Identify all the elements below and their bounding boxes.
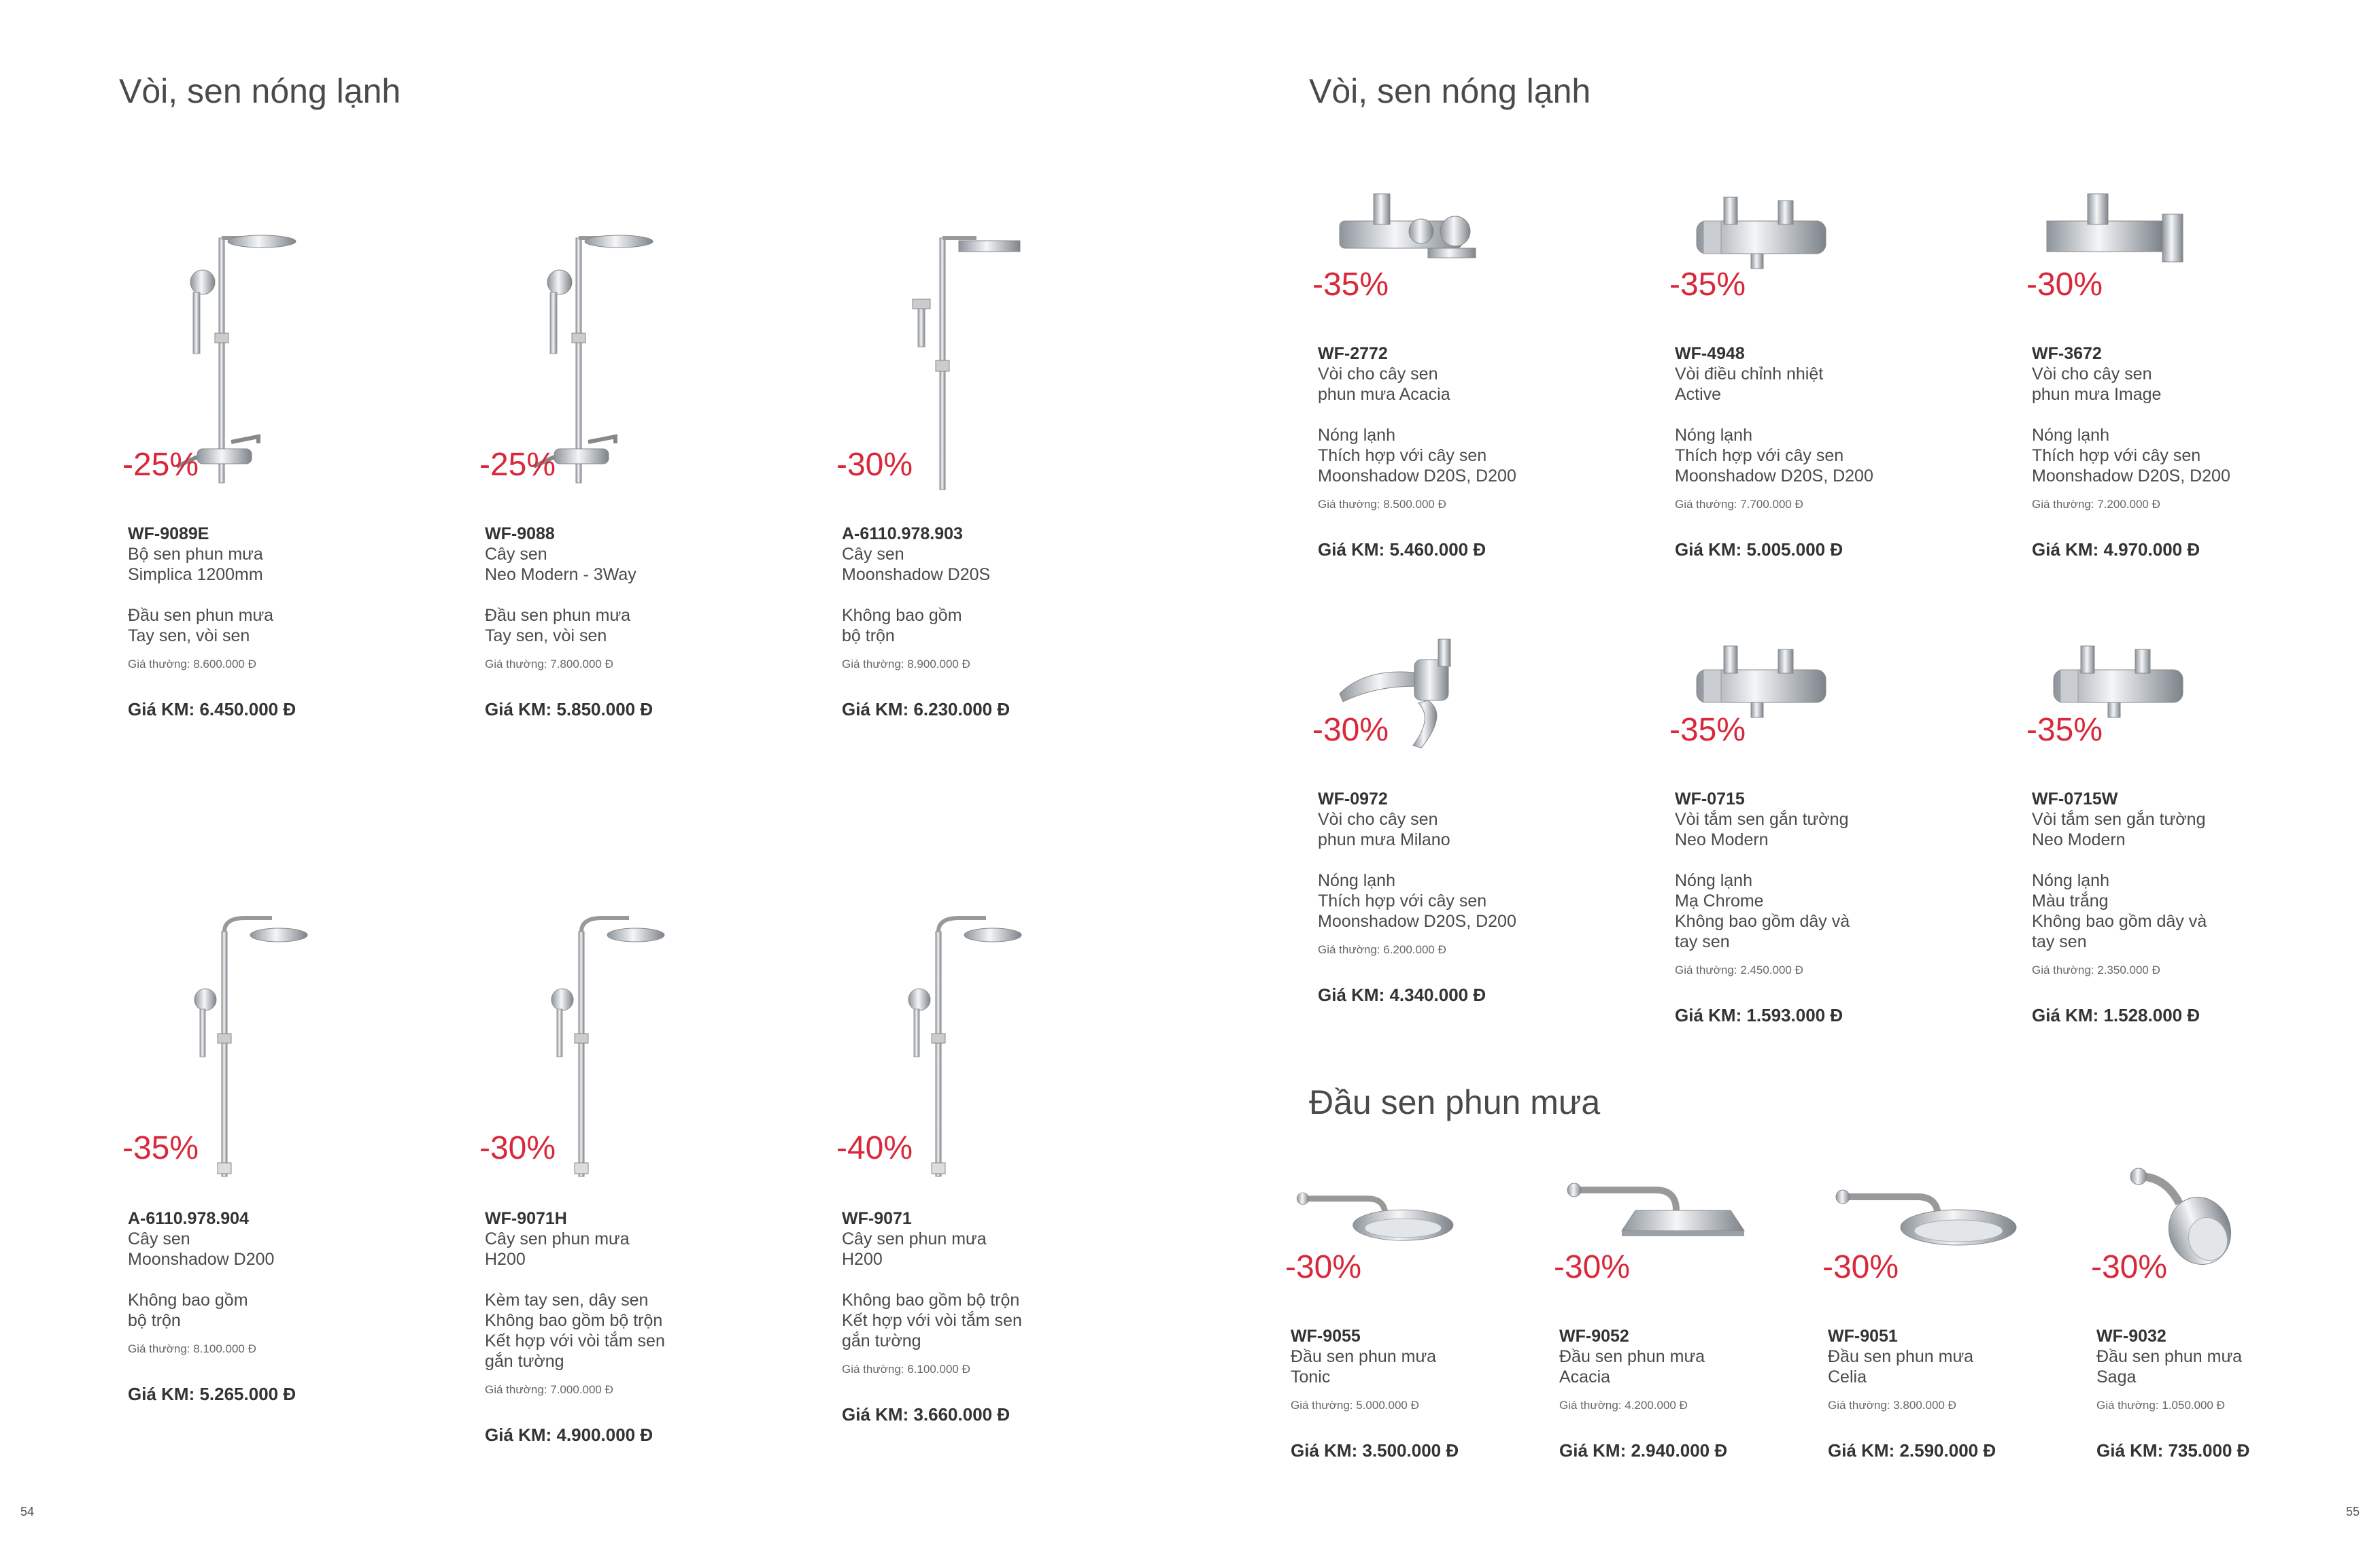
regular-price: Giá thường: 7.200.000 Đ xyxy=(2032,498,2160,511)
description-line: Tay sen, vòi sen xyxy=(128,626,250,645)
product-code: WF-4948 xyxy=(1675,344,1745,363)
product-code: WF-0715W xyxy=(2032,789,2118,809)
sale-price: Giá KM: 5.265.000 Đ xyxy=(128,1384,296,1404)
discount-badge: -35% xyxy=(1669,267,1746,303)
description-line: H200 xyxy=(485,1250,526,1269)
discount-badge: -30% xyxy=(2026,267,2103,303)
discount-badge: -30% xyxy=(2091,1249,2168,1285)
description-line: phun mưa Acacia xyxy=(1318,385,1450,404)
product-code: WF-9071 xyxy=(842,1209,912,1228)
round-shower-head-icon xyxy=(1285,1156,1462,1265)
description-line: Vòi điều chỉnh nhiệt xyxy=(1675,364,1824,384)
product-code: WF-9089E xyxy=(128,524,209,543)
sale-price: Giá KM: 6.450.000 Đ xyxy=(128,699,296,719)
product-info xyxy=(128,1208,435,1404)
sale-price: Giá KM: 2.940.000 Đ xyxy=(1559,1440,1728,1461)
description-line: phun mưa Milano xyxy=(1318,830,1450,849)
description-line: Cây sen xyxy=(128,1229,190,1248)
description-line: Nóng lạnh xyxy=(1318,426,1395,445)
page-heading: Vòi, sen nóng lạnh xyxy=(119,72,401,110)
spacer xyxy=(1318,850,1652,870)
description-line: Nóng lạnh xyxy=(1675,871,1752,890)
page-heading: Vòi, sen nóng lạnh xyxy=(1309,72,1591,110)
description-line: Acacia xyxy=(1559,1367,1611,1387)
page-number: 54 xyxy=(20,1505,35,1518)
spacer xyxy=(842,585,1149,605)
description-line: gắn tường xyxy=(485,1352,564,1371)
discount-badge: -30% xyxy=(1822,1249,1899,1285)
description-line: H200 xyxy=(842,1250,883,1269)
product-info xyxy=(1291,1326,1544,1461)
page-number: 55 xyxy=(2345,1505,2360,1518)
description-line: phun mưa Image xyxy=(2032,385,2162,404)
sale-price: Giá KM: 3.500.000 Đ xyxy=(1291,1440,1459,1461)
sale-price: Giá KM: 5.850.000 Đ xyxy=(485,699,653,719)
description-line: Không bao gồm xyxy=(128,1291,248,1310)
description-line: Saga xyxy=(2096,1367,2137,1387)
product-info xyxy=(2096,1326,2349,1461)
product-info xyxy=(1559,1326,1812,1461)
description-line: Nóng lạnh xyxy=(2032,426,2109,445)
product-code: WF-3672 xyxy=(2032,344,2102,363)
description-line: Tay sen, vòi sen xyxy=(485,626,607,645)
product-code: WF-9071H xyxy=(485,1209,567,1228)
regular-price: Giá thường: 2.350.000 Đ xyxy=(2032,964,2160,976)
spacer xyxy=(1318,405,1652,425)
description-line: Nóng lạnh xyxy=(1318,871,1395,890)
product-code: WF-0715 xyxy=(1675,789,1745,809)
round-shower-head-icon xyxy=(1822,1156,2026,1265)
sale-price: Giá KM: 4.900.000 Đ xyxy=(485,1425,653,1445)
spacer xyxy=(842,1270,1149,1290)
spacer xyxy=(2032,850,2366,870)
spacer xyxy=(1675,850,2009,870)
product-code: WF-9051 xyxy=(1828,1327,1898,1346)
description-line: Active xyxy=(1675,385,1722,404)
description-line: gắn tường xyxy=(842,1331,921,1350)
description-line: Celia xyxy=(1828,1367,1867,1387)
description-line: Đầu sen phun mưa xyxy=(128,606,274,625)
description-line: Nóng lạnh xyxy=(1675,426,1752,445)
product-info xyxy=(1318,343,1652,560)
description-line: Bộ sen phun mưa xyxy=(128,545,263,564)
regular-price: Giá thường: 3.800.000 Đ xyxy=(1828,1399,1956,1412)
spacer xyxy=(1675,405,2009,425)
description-line: Không bao gồm xyxy=(842,606,962,625)
description-line: Thích hợp với cây sen xyxy=(1318,891,1487,911)
right-page xyxy=(1190,0,2380,1547)
description-line: Cây sen xyxy=(842,545,904,564)
description-line: Cây sen xyxy=(485,545,547,564)
regular-price: Giá thường: 8.500.000 Đ xyxy=(1318,498,1446,511)
description-line: Không bao gồm dây và xyxy=(1675,912,1850,931)
product-code: A-6110.978.903 xyxy=(842,524,963,543)
regular-price: Giá thường: 2.450.000 Đ xyxy=(1675,964,1803,976)
description-line: Không bao gồm bộ trộn xyxy=(485,1311,663,1330)
description-line: Neo Modern xyxy=(2032,830,2126,849)
discount-badge: -35% xyxy=(2026,712,2103,748)
description-line: Vòi tắm sen gắn tường xyxy=(2032,810,2206,829)
product-code: WF-9032 xyxy=(2096,1327,2166,1346)
description-line: Moonshadow D20S, D200 xyxy=(2032,466,2230,486)
regular-price: Giá thường: 7.700.000 Đ xyxy=(1675,498,1803,511)
description-line: Màu trắng xyxy=(2032,891,2109,911)
description-line: Moonshadow D20S, D200 xyxy=(1675,466,1873,486)
sale-price: Giá KM: 735.000 Đ xyxy=(2096,1440,2250,1461)
sale-price: Giá KM: 4.970.000 Đ xyxy=(2032,539,2200,560)
spacer xyxy=(128,585,435,605)
product-info xyxy=(1675,789,2009,1025)
description-line: bộ trộn xyxy=(842,626,895,645)
product-info xyxy=(1318,789,1652,1005)
description-line: Vòi cho cây sen xyxy=(1318,364,1438,384)
discount-badge: -35% xyxy=(1312,267,1389,303)
product-code: A-6110.978.904 xyxy=(128,1209,249,1228)
description-line: Đầu sen phun mưa xyxy=(1828,1347,1974,1366)
discount-badge: -30% xyxy=(479,1130,556,1166)
product-info xyxy=(1828,1326,2081,1461)
regular-price: Giá thường: 1.050.000 Đ xyxy=(2096,1399,2225,1412)
description-line: Đầu sen phun mưa xyxy=(1559,1347,1705,1366)
regular-price: Giá thường: 8.900.000 Đ xyxy=(842,658,970,670)
description-line: Neo Modern - 3Way xyxy=(485,565,636,584)
description-line: Moonshadow D20S, D200 xyxy=(1318,466,1516,486)
square-shower-head-icon xyxy=(1554,1156,1758,1265)
product-code: WF-0972 xyxy=(1318,789,1388,809)
description-line: Không bao gồm bộ trộn xyxy=(842,1291,1020,1310)
spacer xyxy=(128,1270,435,1290)
product-code: WF-9088 xyxy=(485,524,555,543)
product-code: WF-9052 xyxy=(1559,1327,1629,1346)
description-line: Vòi tắm sen gắn tường xyxy=(1675,810,1849,829)
description-line: Cây sen phun mưa xyxy=(485,1229,630,1248)
regular-price: Giá thường: 8.100.000 Đ xyxy=(128,1342,256,1355)
sale-price: Giá KM: 4.340.000 Đ xyxy=(1318,985,1486,1005)
spacer xyxy=(485,1270,792,1290)
description-line: Nóng lạnh xyxy=(2032,871,2109,890)
regular-price: Giá thường: 7.800.000 Đ xyxy=(485,658,613,670)
product-info xyxy=(485,1208,792,1445)
product-info xyxy=(842,524,1149,719)
description-line: Moonshadow D200 xyxy=(128,1250,275,1269)
regular-price: Giá thường: 8.600.000 Đ xyxy=(128,658,256,670)
description-line: Neo Modern xyxy=(1675,830,1769,849)
description-line: Moonshadow D20S xyxy=(842,565,991,584)
sale-price: Giá KM: 5.005.000 Đ xyxy=(1675,539,1843,560)
description-line: Tonic xyxy=(1291,1367,1331,1387)
regular-price: Giá thường: 4.200.000 Đ xyxy=(1559,1399,1688,1412)
description-line: Đầu sen phun mưa xyxy=(1291,1347,1437,1366)
sale-price: Giá KM: 6.230.000 Đ xyxy=(842,699,1010,719)
regular-price: Giá thường: 6.200.000 Đ xyxy=(1318,943,1446,956)
description-line: Simplica 1200mm xyxy=(128,565,263,584)
product-info xyxy=(842,1208,1149,1425)
description-line: tay sen xyxy=(1675,932,1730,951)
description-line: Đầu sen phun mưa xyxy=(485,606,631,625)
section-heading: Đầu sen phun mưa xyxy=(1309,1083,1601,1121)
product-info xyxy=(1675,343,2009,560)
discount-badge: -30% xyxy=(836,447,913,483)
regular-price: Giá thường: 6.100.000 Đ xyxy=(842,1363,970,1376)
description-line: Kèm tay sen, dây sen xyxy=(485,1291,649,1310)
description-line: Moonshadow D20S, D200 xyxy=(1318,912,1516,931)
description-line: Không bao gồm dây và xyxy=(2032,912,2207,931)
product-info xyxy=(485,524,792,719)
description-line: Đầu sen phun mưa xyxy=(2096,1347,2243,1366)
discount-badge: -30% xyxy=(1285,1249,1362,1285)
discount-badge: -40% xyxy=(836,1130,913,1166)
discount-badge: -30% xyxy=(1312,712,1389,748)
description-line: Thích hợp với cây sen xyxy=(1318,446,1487,465)
product-code: WF-2772 xyxy=(1318,344,1388,363)
description-line: Kết hợp với vòi tắm sen xyxy=(842,1311,1022,1330)
description-line: Thích hợp với cây sen xyxy=(2032,446,2201,465)
description-line: bộ trộn xyxy=(128,1311,181,1330)
description-line: Cây sen phun mưa xyxy=(842,1229,987,1248)
product-info xyxy=(2032,343,2366,560)
regular-price: Giá thường: 5.000.000 Đ xyxy=(1291,1399,1419,1412)
description-line: tay sen xyxy=(2032,932,2087,951)
discount-badge: -30% xyxy=(1554,1249,1631,1285)
sale-price: Giá KM: 1.528.000 Đ xyxy=(2032,1005,2200,1025)
sale-price: Giá KM: 5.460.000 Đ xyxy=(1318,539,1486,560)
product-info xyxy=(128,524,435,719)
discount-badge: -35% xyxy=(122,1130,199,1166)
discount-badge: -35% xyxy=(1669,712,1746,748)
description-line: Vòi cho cây sen xyxy=(2032,364,2152,384)
discount-badge: -25% xyxy=(122,447,199,483)
sale-price: Giá KM: 2.590.000 Đ xyxy=(1828,1440,1996,1461)
sale-price: Giá KM: 3.660.000 Đ xyxy=(842,1404,1010,1425)
description-line: Mạ Chrome xyxy=(1675,891,1764,911)
description-line: Kết hợp với vòi tắm sen xyxy=(485,1331,665,1350)
regular-price: Giá thường: 7.000.000 Đ xyxy=(485,1383,613,1396)
product-info xyxy=(2032,789,2366,1025)
sale-price: Giá KM: 1.593.000 Đ xyxy=(1675,1005,1843,1025)
description-line: Vòi cho cây sen xyxy=(1318,810,1438,829)
product-code: WF-9055 xyxy=(1291,1327,1361,1346)
spacer xyxy=(485,585,792,605)
discount-badge: -25% xyxy=(479,447,556,483)
spacer xyxy=(2032,405,2366,425)
description-line: Thích hợp với cây sen xyxy=(1675,446,1844,465)
